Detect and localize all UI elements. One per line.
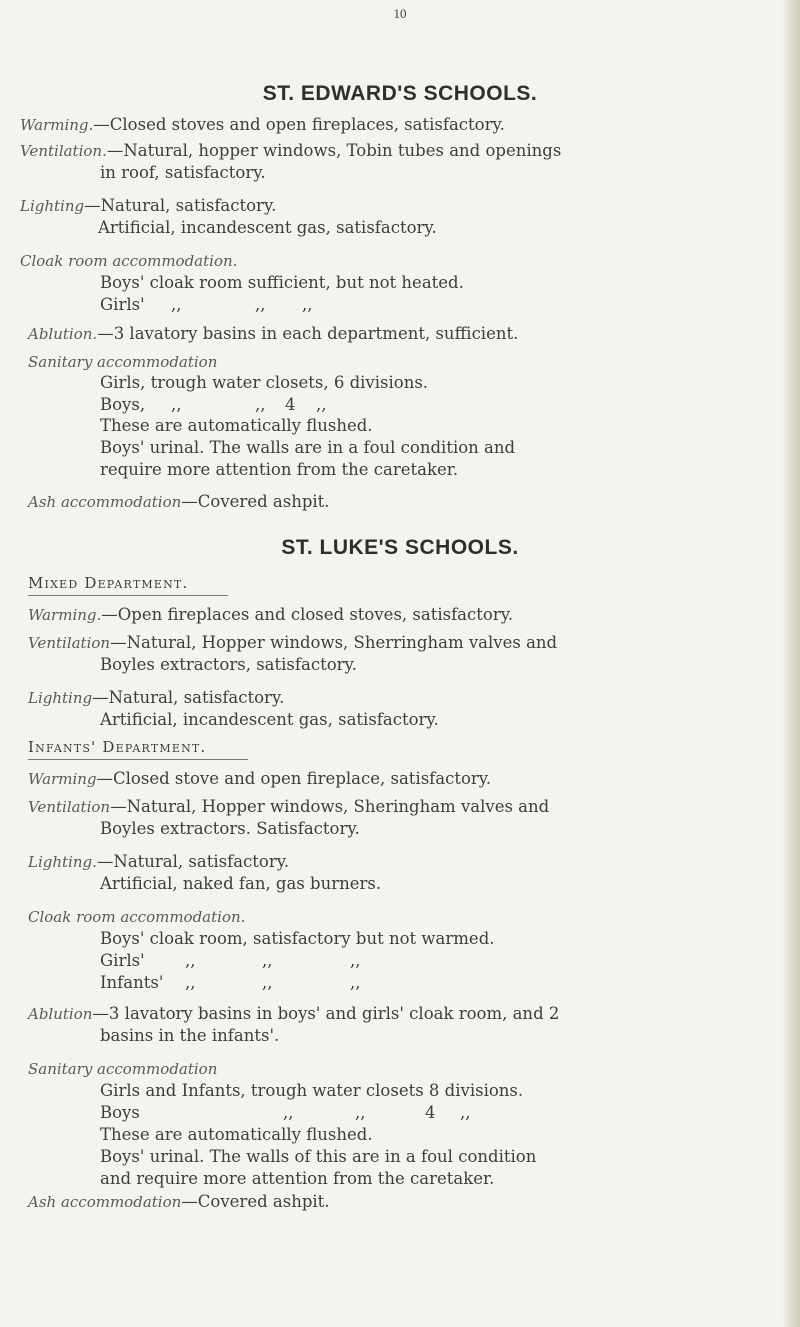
ventilation-line (28, 797, 549, 817)
cloak-girls-label: Girls' (100, 295, 145, 314)
ditto-mark: ,, (355, 1103, 366, 1122)
warming-label: Warming (28, 770, 97, 788)
ditto-mark: ,, (262, 951, 273, 970)
warming-line (28, 605, 513, 625)
sanitary-flush: These are automatically flushed. (100, 416, 373, 435)
ventilation-continuation: in roof, satisfactory. (100, 163, 266, 182)
ablution-text: —3 lavatory basins in each department, sufficient. (97, 324, 519, 343)
ablution-label: Ablution (28, 1005, 93, 1023)
ash-label: Ash accommodation (28, 1193, 182, 1211)
ventilation-label: Ventilation. (20, 142, 107, 160)
ditto-mark: ,, (171, 395, 182, 414)
cloak-infants-label: Infants' (100, 973, 164, 992)
sanitary-boys-label: Boys, (100, 395, 146, 414)
lighting-text: —Natural, satisfactory. (84, 196, 277, 215)
ditto-mark: ,, (255, 395, 266, 414)
ditto-mark: ,, (171, 295, 182, 314)
ventilation-text: —Natural, hopper windows, Tobin tubes and openings (106, 141, 562, 160)
heading-underline (28, 759, 248, 760)
ventilation-line (20, 141, 561, 161)
sanitary-label: Sanitary accommodation (28, 1060, 218, 1078)
cloak-boys: Boys' cloak room sufficient, but not heated. (100, 273, 464, 292)
warming-text: —Closed stove and open fireplace, satisfactory. (96, 769, 492, 788)
section-title-st-lukes: ST. LUKE'S SCHOOLS. (281, 536, 519, 559)
sanitary-urinal: Boys' urinal. The walls are in a foul condition and (100, 438, 516, 457)
ditto-mark: ,, (316, 395, 327, 414)
lighting-text: —Natural, satisfactory. (96, 852, 290, 871)
sanitary-boys-label: Boys (100, 1103, 140, 1122)
lighting-text: —Natural, satisfactory. (92, 688, 285, 707)
sanitary-label: Sanitary accommodation (28, 353, 218, 371)
ablution-label: Ablution. (28, 325, 98, 343)
warming-label: Warming. (28, 606, 102, 624)
warming-line (28, 769, 491, 789)
ventilation-label: Ventilation (28, 798, 111, 816)
cloak-room-label: Cloak room accommodation. (28, 908, 246, 926)
ash-line (28, 1192, 330, 1212)
lighting-line (28, 688, 284, 708)
lighting-label: Lighting. (28, 853, 97, 871)
ablution-text: —3 lavatory basins in boys' and girls' cloak room, and 2 (92, 1004, 560, 1023)
lighting-artificial: Artificial, naked fan, gas burners. (100, 874, 382, 893)
section-title-st-edwards: ST. EDWARD'S SCHOOLS. (262, 82, 538, 105)
cloak-girls-label: Girls' (100, 951, 145, 970)
sanitary-flush: These are automatically flushed. (100, 1125, 373, 1144)
lighting-artificial: Artificial, incandescent gas, satisfactory. (98, 218, 437, 237)
sanitary-urinal-continuation: require more attention from the caretaker. (100, 460, 459, 479)
ditto-mark: ,, (460, 1103, 471, 1122)
ditto-mark: ,, (283, 1103, 294, 1122)
ventilation-continuation: Boyles extractors. Satisfactory. (100, 819, 360, 838)
ash-text: —Covered ashpit. (181, 1192, 330, 1211)
sanitary-girls: Girls, trough water closets, 6 divisions. (100, 373, 429, 392)
ventilation-text: —Natural, Hopper windows, Sherringham valves and (110, 633, 558, 652)
warming-line (20, 115, 505, 135)
sanitary-boys-count: 4 (285, 395, 296, 414)
ditto-mark: ,, (350, 973, 361, 992)
ash-line (28, 492, 330, 512)
sanitary-urinal: Boys' urinal. The walls of this are in a foul condition (100, 1147, 537, 1166)
cloak-room-label: Cloak room accommodation. (20, 252, 238, 270)
lighting-line (20, 196, 276, 216)
infants-department-heading: Infants' Department. (28, 738, 207, 756)
sanitary-boys-count: 4 (425, 1103, 436, 1122)
cloak-boys: Boys' cloak room, satisfactory but not warmed. (100, 929, 495, 948)
ditto-mark: ,, (255, 295, 266, 314)
ventilation-continuation: Boyles extractors, satisfactory. (100, 655, 357, 674)
heading-underline (28, 595, 228, 596)
ditto-mark: ,, (262, 973, 273, 992)
lighting-line (28, 852, 289, 872)
ablution-line (28, 324, 518, 344)
ditto-mark: ,, (185, 951, 196, 970)
ditto-mark: ,, (302, 295, 313, 314)
warming-label: Warming. (20, 116, 94, 134)
ventilation-label: Ventilation (28, 634, 111, 652)
page-number: 10 (393, 6, 407, 21)
ash-label: Ash accommodation (28, 493, 182, 511)
ventilation-line (28, 633, 557, 653)
ablution-line (28, 1004, 559, 1024)
ablution-continuation: basins in the infants'. (100, 1026, 280, 1045)
sanitary-urinal-continuation: and require more attention from the caretaker. (100, 1169, 495, 1188)
lighting-label: Lighting (28, 689, 93, 707)
warming-text: —Closed stoves and open fireplaces, satisfactory. (93, 115, 505, 134)
lighting-artificial: Artificial, incandescent gas, satisfactory. (100, 710, 439, 729)
ventilation-text: —Natural, Hopper windows, Sheringham valves and (110, 797, 550, 816)
ditto-mark: ,, (350, 951, 361, 970)
mixed-department-heading: Mixed Department. (28, 574, 189, 592)
ditto-mark: ,, (185, 973, 196, 992)
lighting-label: Lighting (20, 197, 85, 215)
ash-text: —Covered ashpit. (181, 492, 330, 511)
sanitary-girls-infants: Girls and Infants, trough water closets 8 divisions. (100, 1081, 524, 1100)
warming-text: —Open fireplaces and closed stoves, satisfactory. (101, 605, 514, 624)
page-edge-shadow (782, 0, 800, 1327)
